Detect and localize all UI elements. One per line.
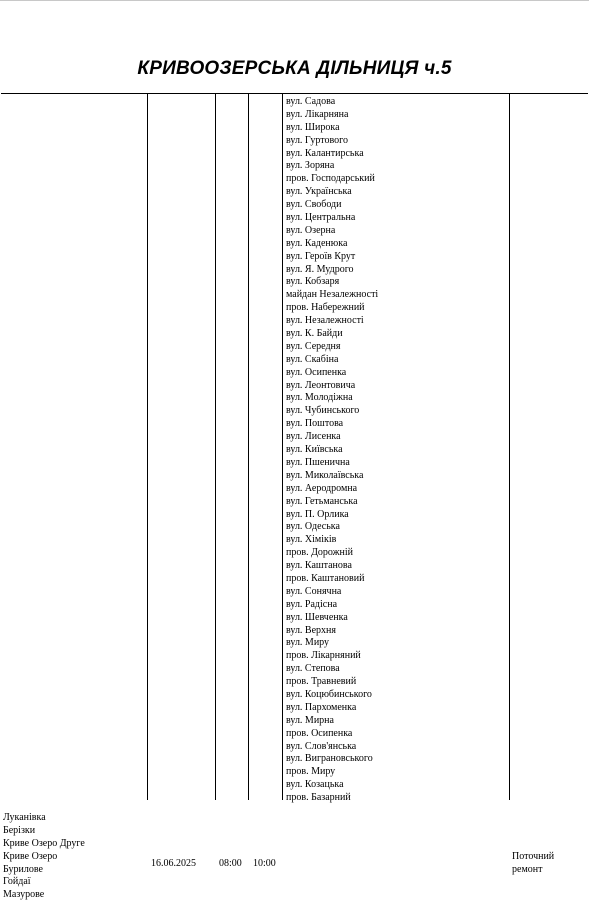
street-item: вул. Леонтовича — [286, 379, 356, 391]
street-item: пров. Осипенка — [286, 727, 353, 739]
settlement-item: Мазурове — [3, 889, 45, 901]
street-item: вул. Мирна — [286, 714, 334, 726]
street-item: вул. Чубинського — [286, 405, 360, 417]
street-item: вул. Миру — [286, 637, 330, 649]
street-item: вул. Виграновського — [286, 753, 373, 765]
street-item: пров. Лікарняний — [286, 650, 361, 662]
settlements-cell — [3, 812, 85, 902]
street-item: вул. Осипенка — [286, 366, 347, 378]
street-item: пров. Базарний — [286, 792, 351, 804]
time-from-cell: 08:00 — [219, 858, 242, 869]
street-item: вул. Калантирська — [286, 147, 364, 159]
street-item: пров. Набережний — [286, 302, 365, 314]
street-item: майдан Незалежності — [286, 289, 379, 301]
street-item: вул. Миколаївська — [286, 469, 364, 481]
settlement-item: Криве Озеро Друге — [3, 837, 85, 849]
column-divider — [282, 94, 283, 800]
outage-table — [1, 93, 588, 901]
street-item: вул. Широка — [286, 121, 340, 133]
street-item: вул. Свободи — [286, 199, 342, 211]
street-item: вул. Лікарняна — [286, 108, 349, 120]
street-item: вул. Гуртового — [286, 134, 348, 146]
street-item: вул. Степова — [286, 663, 340, 675]
street-item: вул. Слов'янська — [286, 740, 357, 752]
street-item: пров. Миру — [286, 766, 336, 778]
street-item: вул. Київська — [286, 444, 343, 456]
street-item: вул. Хіміків — [286, 534, 337, 546]
street-item: вул. Аеродромна — [286, 482, 358, 494]
street-item: вул. Коцюбинського — [286, 688, 372, 700]
work-type-line: ремонт — [512, 863, 543, 875]
street-item: вул. Незалежності — [286, 315, 364, 327]
page-top-border — [0, 0, 589, 1]
settlement-item: Гойдаї — [3, 876, 31, 888]
street-item: вул. Пшенична — [286, 456, 350, 468]
column-divider — [248, 94, 249, 800]
work-type-line: Поточний — [512, 851, 555, 862]
street-item: вул. П. Орлика — [286, 508, 349, 520]
street-item: пров. Травневий — [286, 676, 357, 688]
street-item: вул. Верхня — [286, 624, 336, 636]
street-item: вул. Радісна — [286, 598, 338, 610]
column-divider — [509, 94, 510, 800]
street-item: вул. Зоряна — [286, 160, 335, 172]
street-item: вул. Молодіжна — [286, 392, 353, 404]
street-item: вул. Скабіна — [286, 353, 339, 365]
streets-cell — [286, 96, 378, 805]
street-item: вул. Героїв Крут — [286, 250, 356, 262]
column-divider — [147, 94, 148, 800]
settlement-item: Луканівка — [3, 812, 46, 823]
street-item: вул. К. Байди — [286, 328, 343, 340]
street-item: вул. Українська — [286, 186, 352, 198]
street-item: пров. Дорожній — [286, 547, 354, 559]
street-item: вул. Сонячна — [286, 585, 342, 597]
street-item: пров. Каштановий — [286, 572, 365, 584]
street-item: вул. Гетьманська — [286, 495, 358, 507]
time-to-cell: 10:00 — [253, 858, 276, 869]
street-item: вул. Каденюка — [286, 237, 348, 249]
settlement-item: Бурилове — [3, 863, 43, 875]
street-item: вул. Садова — [286, 96, 336, 107]
date-cell: 16.06.2025 — [151, 858, 196, 869]
work-type-cell — [512, 851, 554, 877]
street-item: вул. Поштова — [286, 418, 344, 430]
street-item: вул. Я. Мудрого — [286, 263, 354, 275]
street-item: вул. Середня — [286, 340, 341, 352]
settlement-item: Криве Озеро — [3, 850, 58, 862]
street-item: вул. Лисенка — [286, 431, 341, 443]
street-item: вул. Озерна — [286, 224, 336, 236]
settlement-item: Берізки — [3, 824, 36, 836]
street-item: вул. Кобзаря — [286, 276, 340, 288]
column-divider — [215, 94, 216, 800]
page-title: КРИВООЗЕРСЬКА ДІЛЬНИЦЯ ч.5 — [137, 58, 452, 79]
street-item: пров. Господарський — [286, 173, 375, 185]
street-item: вул. Пархоменка — [286, 701, 357, 713]
street-item: вул. Шевченка — [286, 611, 348, 623]
street-item: вул. Одеська — [286, 521, 340, 533]
street-item: вул. Козацька — [286, 779, 344, 791]
street-item: вул. Каштанова — [286, 560, 352, 572]
street-item: вул. Центральна — [286, 212, 356, 224]
